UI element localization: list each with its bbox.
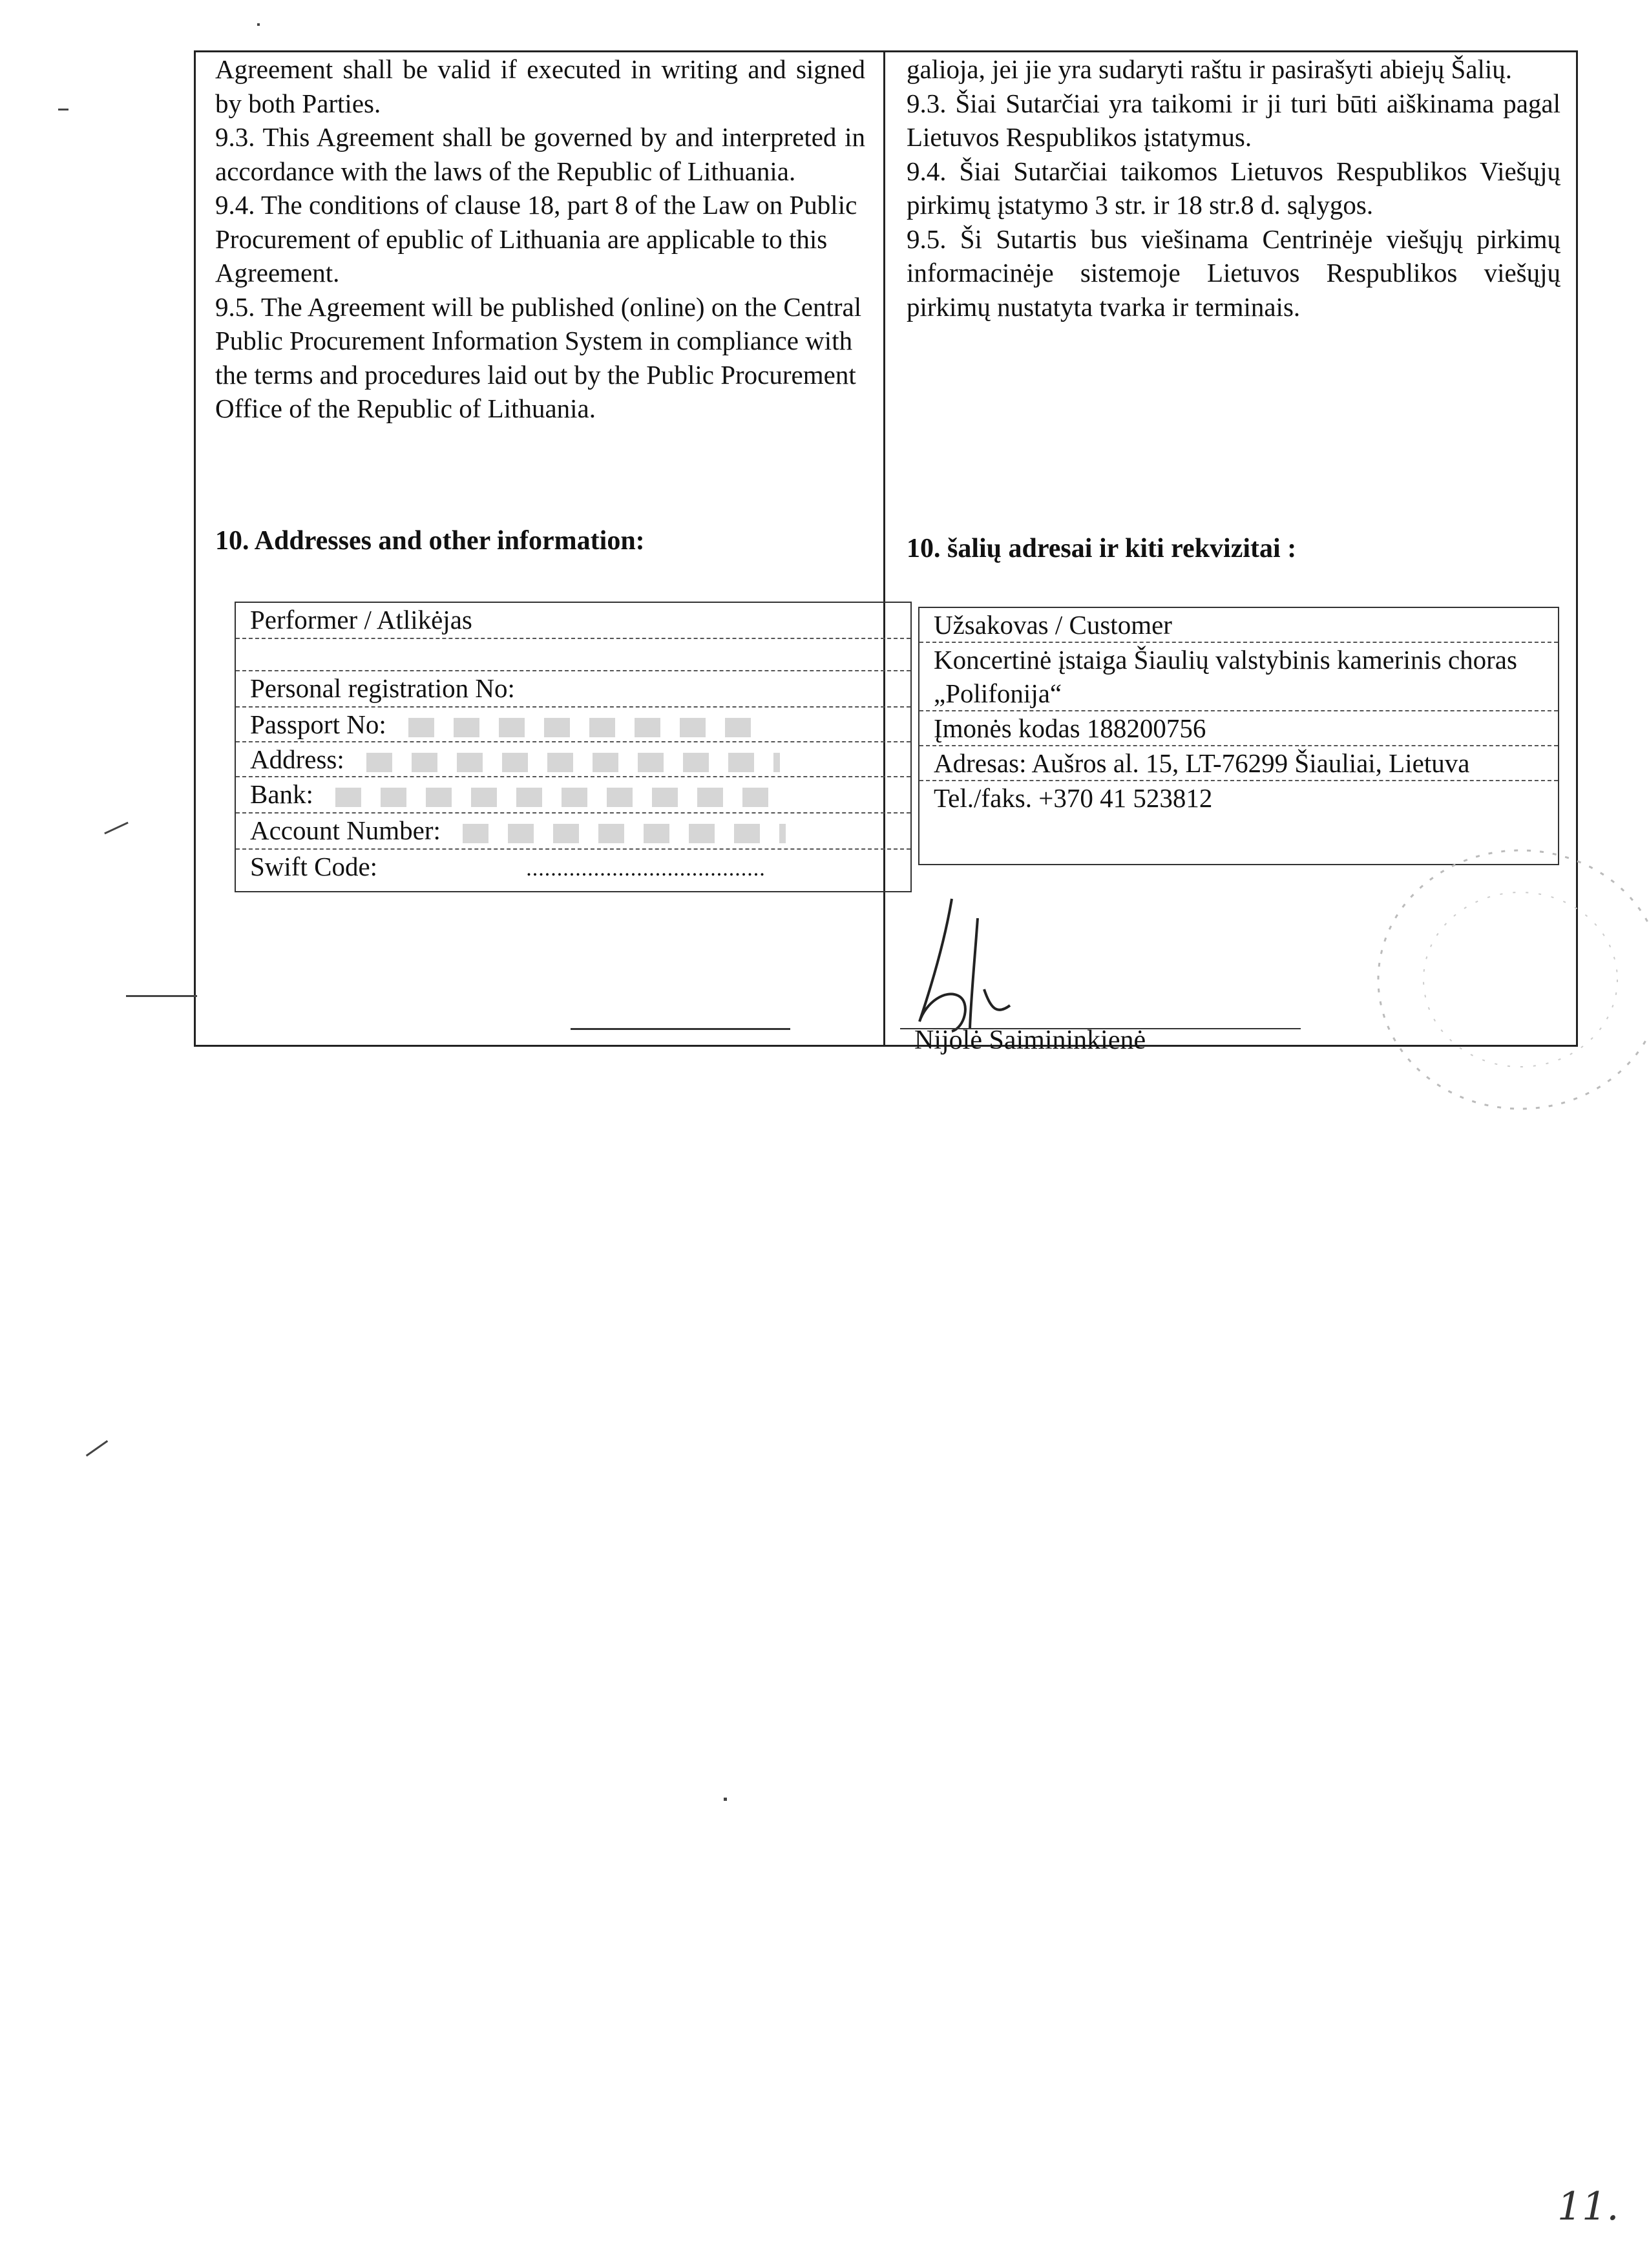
handwritten-signature	[907, 892, 1023, 1041]
contract-table	[194, 50, 1578, 1055]
registration-label: Personal registration No:	[250, 673, 515, 703]
clause-9-4-en: 9.4. The conditions of clause 18, part 8 of the Law on Public Procurement of epublic of Lithuania are applicable to this Agreement.	[215, 190, 857, 288]
account-label: Account Number:	[250, 815, 441, 845]
passport-label: Passport No:	[250, 709, 386, 739]
lithuanian-column	[907, 52, 1560, 563]
clause-9-4-lt: 9.4. Šiai Sutarčiai taikomos Lietuvos Respublikos Viešųjų pirkimų įstatymo 3 str. ir 18 str.8 d. sąlygos.	[907, 156, 1560, 220]
signer-name: Nijolė Saimininkienė	[914, 1025, 1146, 1055]
performer-name-row	[236, 639, 910, 671]
performer-title: Performer / Atlikėjas	[250, 605, 472, 635]
scan-speck	[724, 1798, 727, 1801]
scan-margin-line	[126, 995, 197, 997]
performer-details-box	[235, 602, 912, 892]
faded-stamp	[1359, 828, 1649, 1131]
passport-row	[236, 708, 910, 742]
bank-row	[236, 777, 910, 814]
scan-speck	[58, 109, 68, 110]
customer-phone-row	[919, 781, 1558, 815]
redacted-value	[366, 753, 780, 772]
clause-9-2-en: Agreement shall be valid if executed in writing and signed by both Parties.	[215, 54, 865, 118]
redacted-value	[335, 788, 788, 807]
customer-address: Adresas: Aušros al. 15, LT-76299 Šiauliai, Lietuva	[934, 748, 1470, 778]
redacted-value	[408, 718, 770, 737]
address-label: Address:	[250, 744, 344, 774]
customer-address-row	[919, 746, 1558, 781]
bank-label: Bank:	[250, 779, 313, 809]
customer-company-code: Įmonės kodas 188200756	[934, 713, 1206, 743]
clause-9-2-lt: galioja, jei jie yra sudaryti raštu ir pasirašyti abiejų Šalių.	[907, 54, 1513, 84]
account-row	[236, 814, 910, 850]
english-column	[215, 52, 865, 881]
scan-margin-tick	[86, 1440, 108, 1456]
column-divider	[883, 52, 885, 1045]
clause-9-5-en: 9.5. The Agreement will be published (online) on the Central Public Procurement Information System in compliance with the terms and procedures laid out by the Public Procurement Office of the Republic of Lithuania.	[215, 291, 862, 423]
redacted-value	[463, 824, 786, 843]
scan-margin-tick	[104, 822, 129, 835]
registration-row	[236, 671, 910, 708]
performer-title-row	[236, 603, 910, 639]
customer-org-name: Koncertinė įstaiga Šiaulių valstybinis kamerinis choras „Polifonija“	[934, 645, 1517, 708]
customer-title: Užsakovas / Customer	[934, 610, 1172, 640]
customer-code-row	[919, 711, 1558, 746]
customer-org-row	[919, 643, 1558, 711]
swift-row	[236, 850, 910, 886]
customer-phone: Tel./faks. +370 41 523812	[934, 783, 1213, 813]
clause-9-3-lt: 9.3. Šiai Sutarčiai yra taikomi ir ji turi būti aiškinama pagal Lietuvos Respublikos įstatymus.	[907, 88, 1560, 152]
address-row	[236, 742, 910, 777]
scan-speck	[257, 23, 260, 26]
swift-label: Swift Code:	[250, 852, 378, 881]
clause-9-5-lt: 9.5. Ši Sutartis bus viešinama Centrinėje viešųjų pirkimų informacinėje sistemoje Lietuvos Respublikos viešųjų pirkimų nustatyta tvarka ir terminais.	[907, 224, 1560, 322]
addresses-heading-en: 10. Addresses and other information:	[215, 526, 645, 556]
customer-title-row	[919, 608, 1558, 643]
customer-details-box	[918, 607, 1559, 865]
addresses-heading-lt: 10. šalių adresai ir kiti rekvizitai :	[907, 534, 1297, 563]
clause-9-3-en: 9.3. This Agreement shall be governed by and interpreted in accordance with the laws of the Republic of Lithuania.	[215, 122, 865, 186]
signature-line-performer	[571, 1028, 790, 1030]
swift-fill: .......................................	[526, 857, 766, 881]
page-number: 11.	[1557, 2184, 1619, 2229]
